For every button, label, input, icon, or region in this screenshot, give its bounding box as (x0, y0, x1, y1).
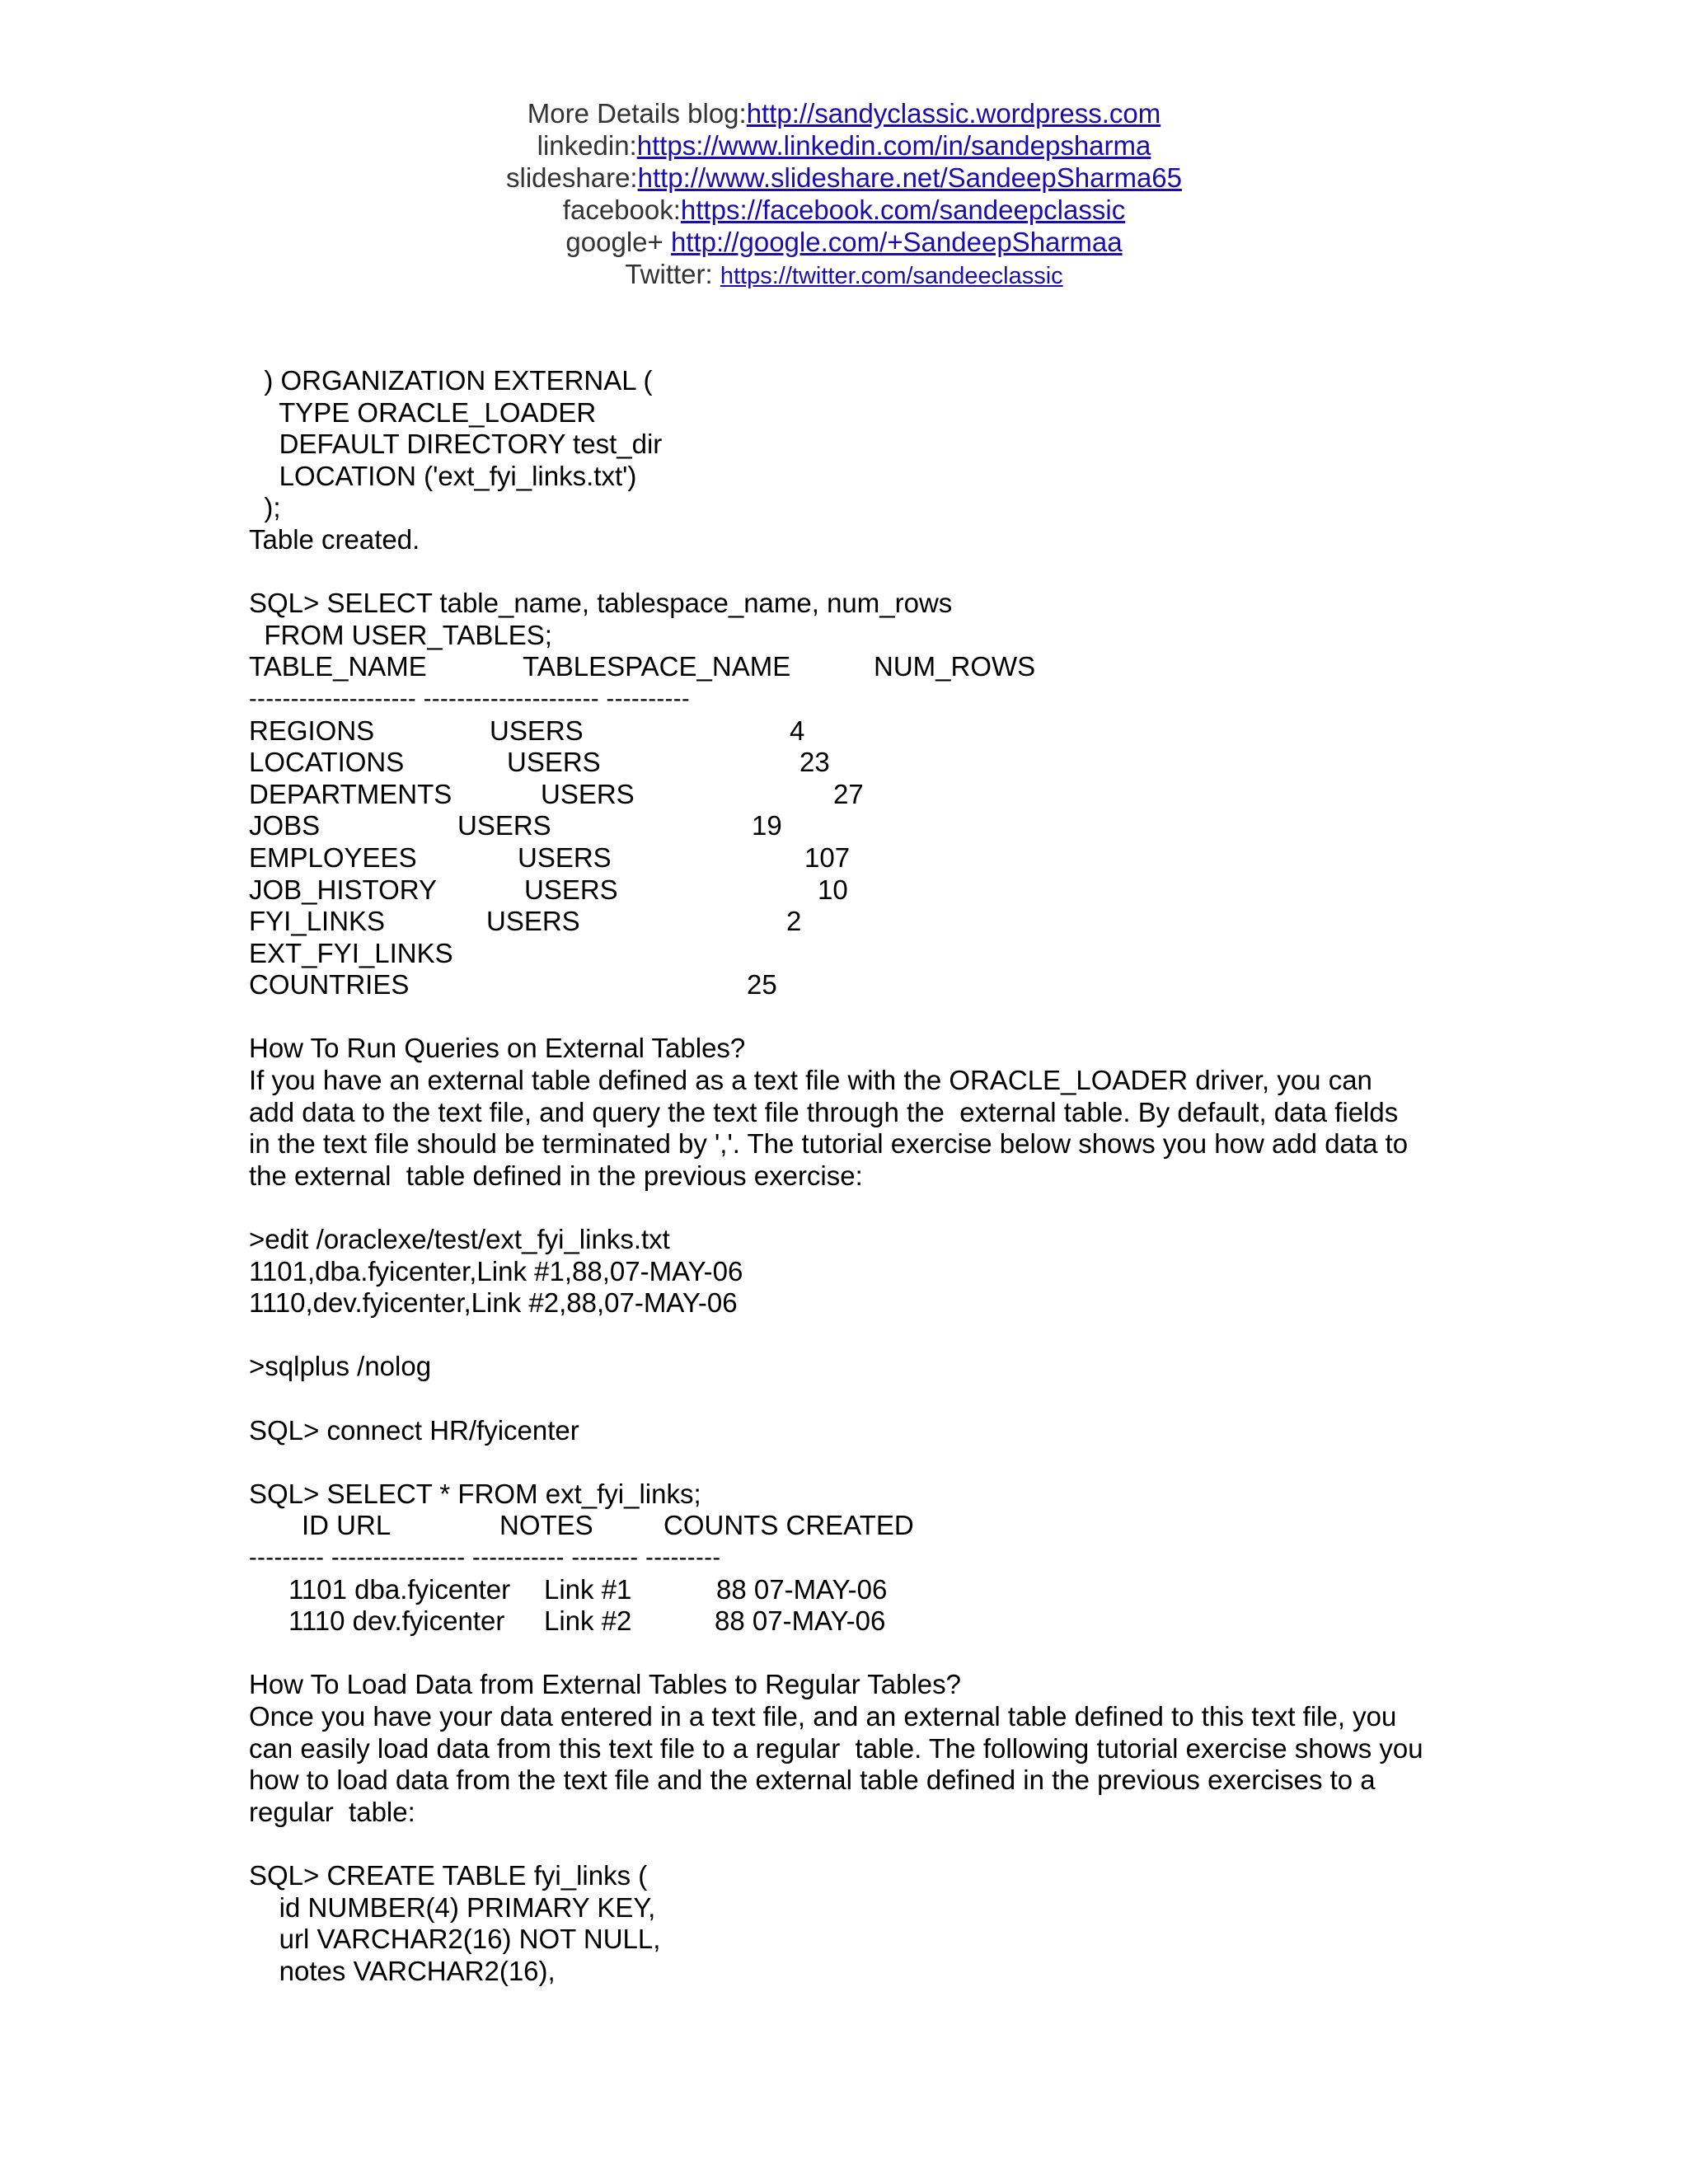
table-cell: 1101 dba.fyicenter (288, 1573, 511, 1605)
table-row (249, 1605, 1452, 1638)
table-row (249, 874, 1452, 907)
blog-link[interactable]: http://sandyclassic.wordpress.com (746, 98, 1161, 129)
linkedin-line (0, 129, 1688, 162)
table-cell: USERS (507, 747, 601, 778)
paragraph-line: regular table: (249, 1796, 415, 1827)
code-line: notes VARCHAR2(16), (249, 1955, 556, 1986)
table-divider: --------- ---------------- ----------- -------- --------- (249, 1544, 721, 1571)
code-line: SQL> connect HR/fyicenter (249, 1414, 579, 1446)
blank-line (249, 556, 1452, 588)
paragraph-line: in the text file should be terminated by ','. The tutorial exercise below shows you how add data to (249, 1128, 1409, 1160)
google-link[interactable]: http://google.com/+SandeepSharmaa (670, 227, 1123, 257)
paragraph-line: the external table defined in the previous exercise: (249, 1160, 863, 1191)
table-cell: 1110 dev.fyicenter (288, 1605, 505, 1637)
table-cell: LOCATIONS (249, 747, 405, 778)
table-cell: USERS (518, 841, 612, 873)
table-cell: USERS (457, 810, 551, 841)
blank-line (249, 1192, 1452, 1224)
blank-line (249, 1638, 1452, 1670)
code-line: >edit /oraclexe/test/ext_fyi_links.txt (249, 1224, 670, 1255)
table-header-cell: TABLESPACE_NAME (523, 651, 791, 682)
table-cell: 2 (786, 906, 802, 937)
code-line: url VARCHAR2(16) NOT NULL, (249, 1924, 661, 1955)
paragraph-line: add data to the text file, and query the text file through the external table. By default, data fields (249, 1096, 1399, 1127)
twitter-line (0, 258, 1688, 293)
table-cell: DEPARTMENTS (249, 778, 452, 809)
table-cell: 4 (790, 715, 805, 746)
table-header-cell: NOTES (499, 1510, 593, 1541)
table-row (249, 842, 1452, 874)
table-cell: COUNTRIES (249, 969, 410, 1001)
code-line: id NUMBER(4) PRIMARY KEY, (249, 1891, 656, 1923)
table-cell: FYI_LINKS (249, 906, 386, 937)
twitter-label: Twitter: (625, 259, 720, 289)
code-line: 1110,dev.fyicenter,Link #2,88,07-MAY-06 (249, 1287, 738, 1319)
table-header-row (249, 651, 1452, 683)
section-heading: How To Load Data from External Tables to Regular Tables? (249, 1669, 961, 1700)
table-cell: 19 (752, 810, 782, 841)
table-cell: USERS (486, 906, 580, 937)
table-header-cell: ID URL (302, 1510, 392, 1541)
code-line: SQL> CREATE TABLE fyi_links ( (249, 1859, 648, 1891)
document-body (249, 365, 1452, 1987)
table-row (249, 938, 1452, 970)
google-line (0, 226, 1688, 258)
table-cell: 107 (804, 841, 851, 873)
code-line: TYPE ORACLE_LOADER (249, 396, 597, 428)
table-cell: 23 (799, 747, 830, 778)
code-line: ); (249, 492, 281, 523)
table-cell: Link #1 (544, 1573, 632, 1605)
linkedin-label: linkedin: (537, 130, 637, 161)
code-line: Table created. (249, 523, 420, 555)
code-line: >sqlplus /nolog (249, 1351, 432, 1382)
table-row (249, 779, 1452, 811)
blank-line (249, 1383, 1452, 1415)
table-header-cell: NUM_ROWS (874, 651, 1036, 682)
slideshare-label: slideshare: (506, 162, 638, 193)
code-line: ) ORGANIZATION EXTERNAL ( (249, 365, 653, 396)
paragraph-line: If you have an external table defined as a text file with the ORACLE_LOADER driver, you can (249, 1065, 1372, 1096)
table-row (249, 810, 1452, 842)
blank-line (249, 1828, 1452, 1860)
facebook-label: facebook: (562, 194, 681, 225)
code-line: SQL> SELECT table_name, tablespace_name, num_rows (249, 588, 953, 619)
code-line: LOCATION ('ext_fyi_links.txt') (249, 460, 637, 491)
table-cell: USERS (541, 778, 635, 809)
code-line: SQL> SELECT * FROM ext_fyi_links; (249, 1478, 701, 1509)
twitter-link[interactable]: https://twitter.com/sandeeclassic (720, 263, 1063, 289)
table-header-row (249, 1510, 1452, 1542)
table-cell: USERS (490, 715, 584, 746)
table-cell: USERS (524, 874, 618, 905)
paragraph-line: can easily load data from this text file to a regular table. The following tutorial exercise shows you (249, 1732, 1423, 1764)
blank-line (249, 1001, 1452, 1033)
paragraph-line: how to load data from the text file and the external table defined in the previous exercises to a (249, 1765, 1376, 1796)
blank-line (249, 1446, 1452, 1479)
linkedin-link[interactable]: https://www.linkedin.com/in/sandepsharma (636, 130, 1151, 161)
table-cell: JOBS (249, 810, 321, 841)
code-line: FROM USER_TABLES; (249, 619, 552, 650)
blank-line (249, 1319, 1452, 1352)
google-label: google+ (565, 227, 671, 257)
table-cell: 10 (818, 874, 848, 905)
table-header-cell: TABLE_NAME (249, 651, 427, 682)
slideshare-link[interactable]: http://www.slideshare.net/SandeepSharma65 (637, 162, 1182, 193)
table-cell: 25 (747, 969, 777, 1001)
contact-links-header (0, 97, 1688, 293)
table-cell: JOB_HISTORY (249, 874, 438, 905)
code-line: 1101,dba.fyicenter,Link #1,88,07-MAY-06 (249, 1255, 743, 1286)
table-cell: Link #2 (544, 1605, 632, 1637)
table-row (249, 1574, 1452, 1606)
blog-label: More Details blog: (527, 98, 747, 129)
table-row (249, 747, 1452, 779)
table-cell: REGIONS (249, 715, 375, 746)
table-row (249, 969, 1452, 1001)
section-heading: How To Run Queries on External Tables? (249, 1033, 746, 1064)
table-row (249, 906, 1452, 938)
facebook-link[interactable]: https://facebook.com/sandeepclassic (680, 194, 1126, 225)
table-cell: 88 07-MAY-06 (715, 1605, 886, 1637)
table-cell: EXT_FYI_LINKS (249, 937, 453, 968)
table-cell: 27 (833, 778, 864, 809)
table-row (249, 715, 1452, 748)
slideshare-line (0, 162, 1688, 194)
facebook-line (0, 194, 1688, 226)
code-line: DEFAULT DIRECTORY test_dir (249, 429, 663, 460)
table-divider: -------------------- --------------------- ---------- (249, 685, 691, 712)
table-cell: 88 07-MAY-06 (716, 1573, 888, 1605)
blog-line (0, 97, 1688, 129)
paragraph-line: Once you have your data entered in a text file, and an external table defined to this text file, you (249, 1700, 1397, 1732)
table-header-cell: COUNTS CREATED (663, 1510, 914, 1541)
table-cell: EMPLOYEES (249, 841, 417, 873)
